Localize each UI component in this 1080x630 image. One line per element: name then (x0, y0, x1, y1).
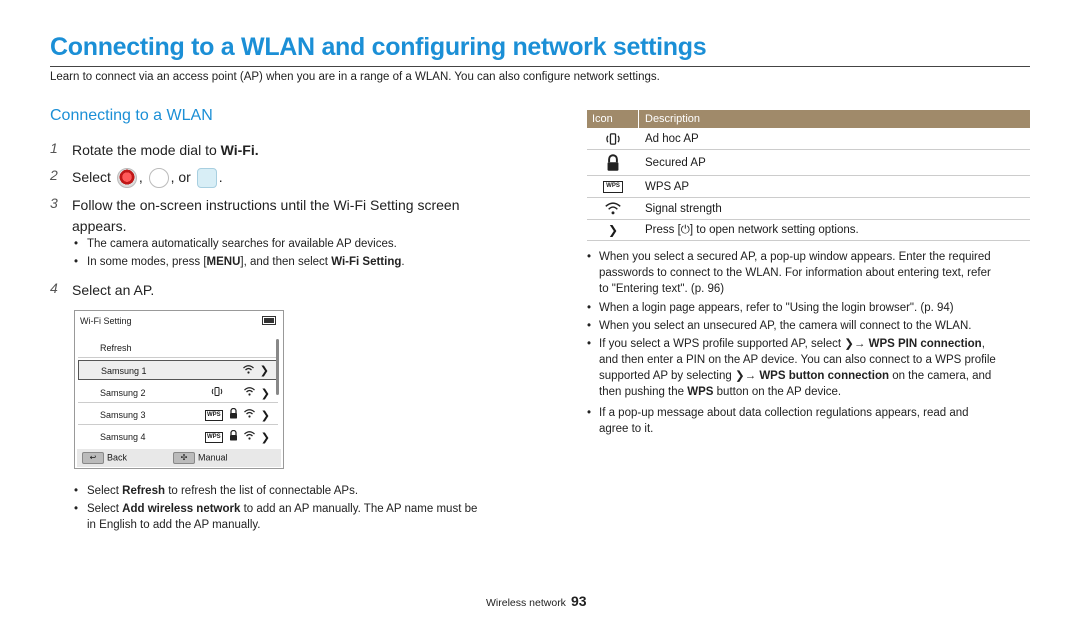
wps-icon: WPS (205, 410, 223, 421)
table-row (587, 220, 1030, 241)
wifi-signal-icon (244, 431, 255, 443)
bullet-bold: Add wireless network (122, 503, 241, 515)
chevron-right-icon: ❯ (844, 338, 854, 350)
arrow-icon: → (853, 338, 866, 350)
bullet-text: The camera automatically searches for available AP devices. (87, 238, 397, 250)
row-description: Secured AP (645, 156, 706, 169)
ap-list-item-samsung-3[interactable] (78, 405, 278, 425)
page-number: 93 (570, 593, 587, 609)
lock-icon (229, 408, 238, 422)
wps-bold: WPS (687, 386, 714, 398)
bullet-post: . (401, 256, 405, 268)
ap-list-item-samsung-4[interactable] (78, 427, 278, 447)
arrow-icon: → (744, 370, 757, 382)
list-item (74, 501, 477, 533)
section-title: Connecting to a WLAN (50, 107, 213, 124)
wps-line-4-pre: then pushing the (599, 386, 688, 398)
list-item (74, 236, 397, 252)
title-divider (50, 66, 1030, 67)
chevron-right-icon: ❯ (607, 223, 619, 237)
bullet-pre: Select (87, 485, 123, 497)
list-item (587, 405, 1032, 437)
step-3 (50, 195, 460, 237)
bullet-dot: • (587, 320, 592, 332)
list-item (587, 336, 1032, 400)
step-text (72, 140, 259, 161)
bullet-pre: Select (87, 503, 123, 515)
ap-name: Samsung 4 (100, 432, 146, 442)
bullet-text (599, 249, 991, 297)
bullet-bold: Wi-Fi Setting (331, 256, 402, 268)
bullet-dot: • (74, 503, 79, 515)
bullet-dot: • (587, 407, 592, 419)
bullet-dot: • (74, 256, 79, 268)
wps-line-3-pre: supported AP by selecting (599, 370, 735, 382)
step-2 (50, 167, 223, 188)
bullet-text: When a login page appears, refer to "Using the login browser". (p. 94) (599, 302, 954, 314)
chevron-right-icon: ❯ (734, 370, 745, 382)
desc-pre: Press [ (645, 223, 681, 236)
scrollbar[interactable] (276, 339, 279, 395)
dpad-icon: ✣ (173, 452, 195, 464)
line: passwords to connect to the WLAN. For information about entering text, refer (599, 267, 991, 279)
step-1 (50, 140, 259, 161)
back-label: Back (107, 452, 128, 463)
adhoc-icon (210, 386, 224, 400)
step-2-end: . (218, 169, 223, 185)
list-item (587, 318, 1032, 334)
chevron-right-icon: ❯ (260, 409, 270, 422)
bullet-bold: Refresh (122, 485, 165, 497)
ap-name: Samsung 2 (100, 388, 146, 398)
screen-footer (77, 449, 281, 467)
step-number: 2 (50, 167, 58, 183)
list-item (587, 300, 1032, 316)
lock-icon (587, 154, 639, 172)
adhoc-icon (587, 132, 639, 146)
wifi-signal-icon (243, 365, 254, 377)
bullet-text (87, 501, 477, 533)
bullet-dot: • (587, 338, 592, 350)
step-2-text: Select (72, 169, 111, 185)
ap-icons (210, 386, 270, 400)
wifi-signal-icon (244, 387, 255, 399)
step-number: 3 (50, 195, 58, 211)
bullet-mid: ], and then select (240, 256, 332, 268)
header-icon: Icon (587, 110, 639, 128)
wps-line-1-pre: If you select a WPS profile supported AP, select (599, 338, 845, 350)
step-number: 4 (50, 280, 58, 296)
chevron-right-icon: ❯ (260, 431, 270, 444)
bullet-post-2: in English to add the AP manually. (87, 519, 261, 531)
lock-icon (229, 430, 238, 444)
row-description: Ad hoc AP (645, 132, 699, 145)
step-3-text: Follow the on-screen instructions until the Wi-Fi Setting screen (72, 197, 460, 213)
bullet-dot: • (587, 302, 592, 314)
bullet-dot: • (74, 485, 79, 497)
wps-icon-cell (587, 181, 639, 193)
smartphone-icon (197, 168, 217, 188)
manual-label: Manual (198, 452, 228, 463)
screen-header: Wi-Fi Setting (80, 316, 132, 326)
line: When you select a secured AP, a pop-up window appears. Enter the required (599, 251, 991, 263)
icon-description-table (587, 110, 1030, 241)
row-description: Signal strength (645, 202, 722, 215)
step-4 (50, 280, 154, 301)
wps-line-2: and then enter a PIN on the AP device. You can also connect to a WPS profile (599, 354, 996, 366)
table-row (587, 176, 1030, 198)
ap-list-item-refresh[interactable] (78, 338, 278, 358)
wps-icon: WPS (603, 181, 623, 193)
battery-icon (262, 316, 276, 325)
ap-list-item-samsung-2[interactable] (78, 383, 278, 403)
bullet-post: to add an AP manually. The AP name must be (240, 503, 478, 515)
row-description: WPS AP (645, 180, 690, 193)
step-1-text: Rotate the mode dial to (72, 142, 217, 158)
step-text (72, 195, 460, 237)
list-item (587, 249, 1032, 297)
power-icon: ⏻ (680, 223, 690, 236)
line: agree to it. (599, 423, 654, 435)
ap-icons (205, 430, 270, 444)
step-4-text: Select an AP. (72, 282, 155, 298)
step-number: 1 (50, 140, 58, 156)
ap-icons (205, 408, 270, 422)
step-text (72, 167, 223, 188)
intro-text: Learn to connect via an access point (AP) when you are in a range of a WLAN. You can also configure network settings. (50, 71, 660, 83)
ap-name: Samsung 3 (100, 410, 146, 420)
remote-viewfinder-icon (117, 168, 137, 188)
ap-name: Samsung 1 (101, 366, 147, 376)
ap-icons (243, 364, 269, 377)
wps-line-1-post: , (981, 338, 985, 350)
bullet-post: to refresh the list of connectable APs. (165, 485, 359, 497)
line: to "Entering text". (p. 96) (599, 283, 725, 295)
step-3-text-2: appears. (72, 218, 127, 234)
table-header (587, 110, 1030, 128)
step-2-sep1: , (138, 169, 143, 185)
line: If a pop-up message about data collection regulations appears, read and (599, 407, 969, 419)
ap-list-item-samsung-1[interactable] (78, 360, 278, 380)
ap-name: Refresh (100, 343, 132, 353)
table-row (587, 128, 1030, 150)
camera-wifi-setting-screen (74, 310, 284, 469)
wps-line-4-post: button on the AP device. (713, 386, 842, 398)
auto-backup-icon (149, 168, 169, 188)
wps-line-3-post: on the camera, and (889, 370, 992, 382)
wifi-signal-icon (244, 409, 255, 421)
wps-button-label: WPS button connection (759, 370, 889, 382)
wps-icon: WPS (205, 432, 223, 443)
bullet-text (599, 336, 996, 400)
bullet-text: When you select an unsecured AP, the camera will connect to the WLAN. (599, 320, 972, 332)
menu-key-label: MENU (206, 256, 241, 268)
table-row (587, 198, 1030, 220)
list-item (74, 254, 405, 270)
footer-section: Wireless network (486, 597, 566, 609)
row-description (639, 224, 859, 237)
manual-button[interactable] (173, 452, 228, 464)
bullet-dot: • (74, 238, 79, 250)
desc-post: ] to open network setting options. (689, 223, 859, 236)
back-arrow-icon: ↩ (82, 452, 104, 464)
bullet-text (599, 405, 969, 437)
list-item (74, 483, 358, 499)
page-title: Connecting to a WLAN and configuring network settings (50, 33, 707, 61)
step-2-sep2: , or (170, 169, 191, 185)
chevron-right-icon: ❯ (260, 387, 270, 400)
table-row (587, 150, 1030, 176)
bullet-text (87, 483, 358, 499)
bullet-dot: • (587, 251, 592, 263)
page-footer (486, 593, 587, 609)
header-description: Description (645, 113, 701, 125)
back-button[interactable] (82, 452, 127, 464)
wifi-signal-icon (587, 202, 639, 215)
bullet-pre: In some modes, press [ (87, 256, 207, 268)
bullet-text (87, 254, 405, 270)
wifi-mode-label: Wi-Fi. (220, 142, 259, 158)
wps-pin-label: WPS PIN connection (868, 338, 982, 350)
chevron-right-icon: ❯ (259, 365, 269, 377)
